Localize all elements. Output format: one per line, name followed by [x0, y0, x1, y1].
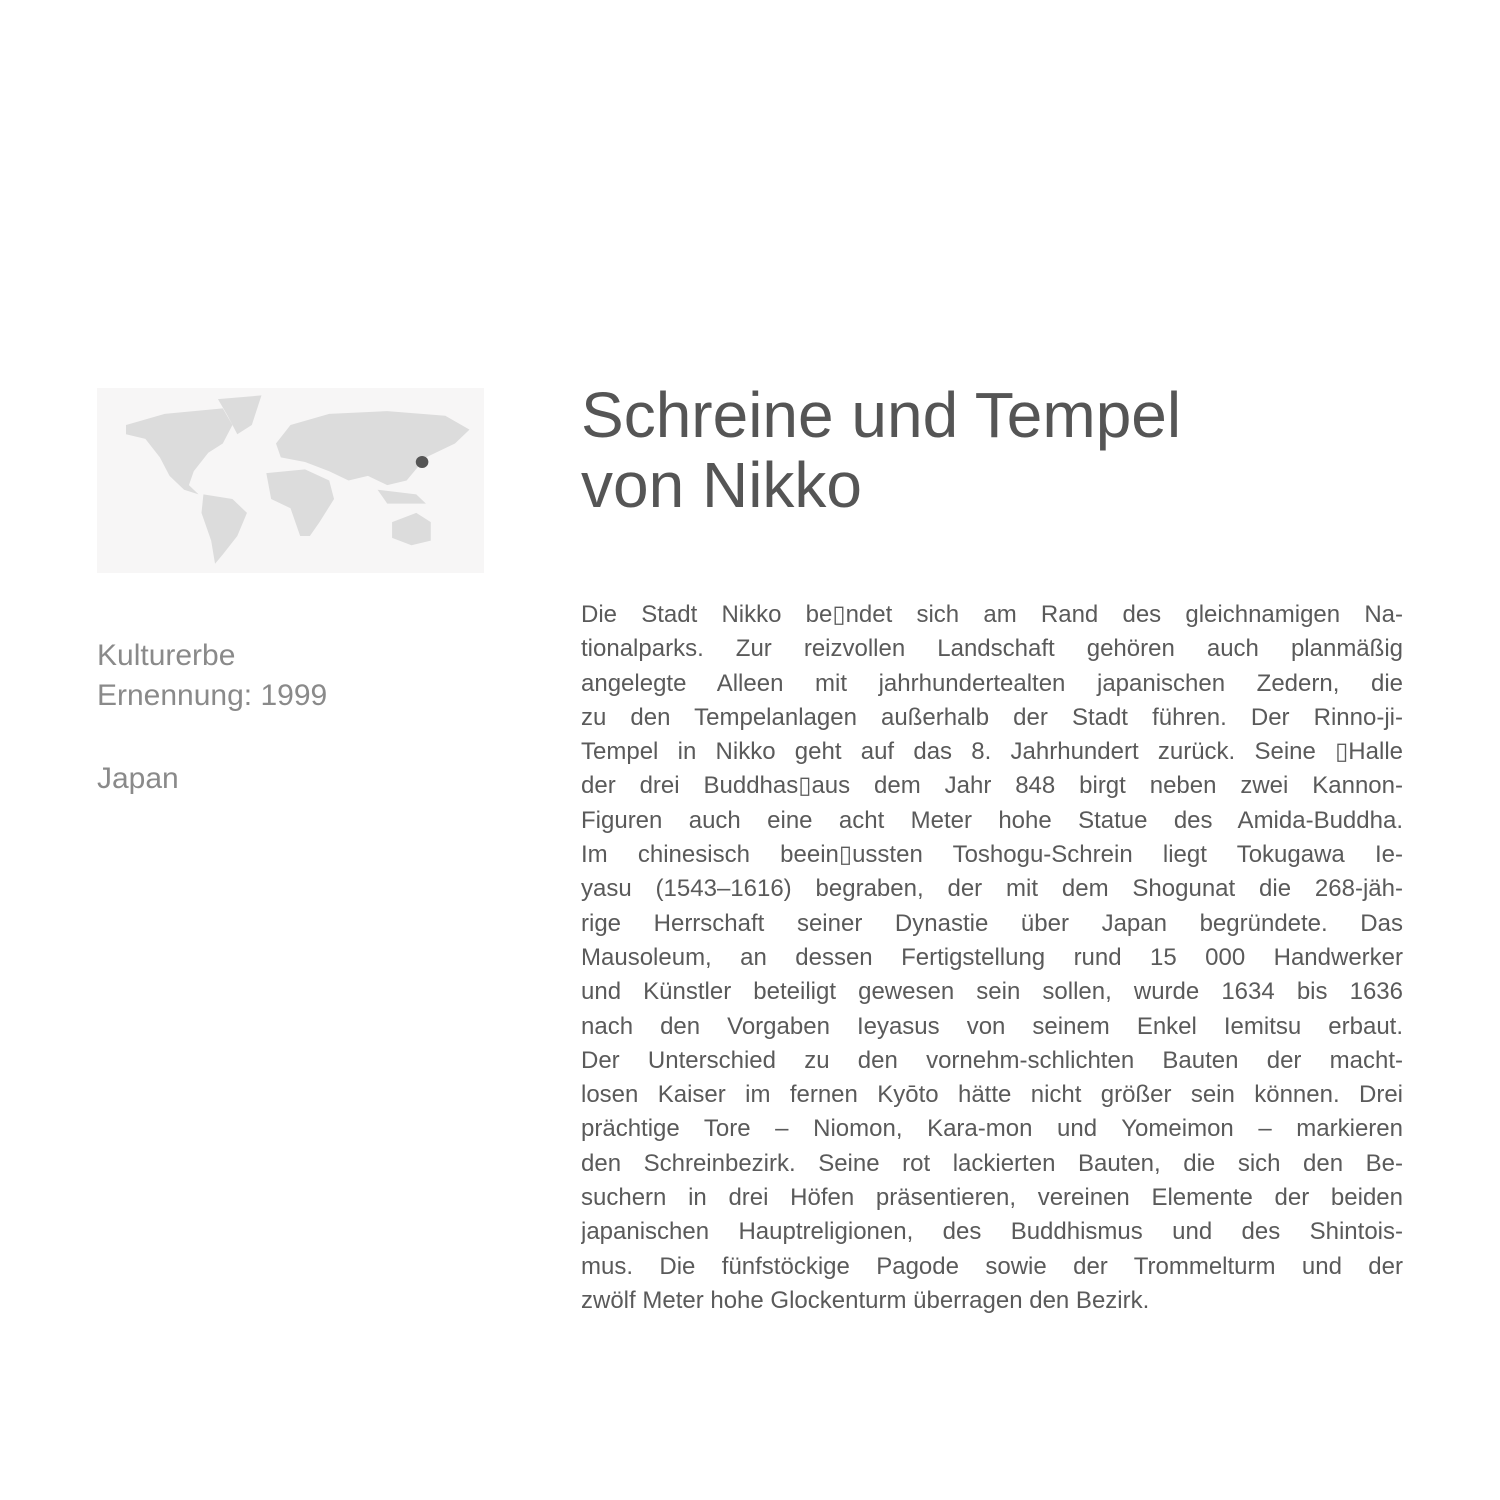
designation-year: Ernennung: 1999 — [97, 679, 328, 712]
body-line: prächtige Tore – Niomon, Kara-mon und Yomeimon – markieren — [581, 1115, 1403, 1143]
body-line: losen Kaiser im fernen Kyōto hätte nicht größer sein können. Drei — [581, 1081, 1403, 1109]
country: Japan — [97, 762, 179, 795]
australia — [392, 513, 431, 545]
body-line: suchern in drei Höfen präsentieren, vereinen Elemente der beiden — [581, 1184, 1403, 1212]
body-line: japanischen Hauptreligionen, des Buddhismus und des Shintois- — [581, 1218, 1403, 1246]
se-asia — [378, 490, 426, 504]
body-line: rige Herrschaft seiner Dynastie über Japan begründete. Das — [581, 909, 1403, 937]
body-line: Mausoleum, an dessen Fertigstellung rund 15 000 Handwerker — [581, 943, 1403, 971]
body-line: Im chinesisch beein▯ussten Toshogu-Schrein liegt Tokugawa Ie- — [581, 841, 1403, 869]
body-line: zwölf Meter hohe Glockenturm überragen den Bezirk. — [581, 1286, 1150, 1314]
north-america — [126, 408, 232, 494]
body-line: tionalparks. Zur reizvollen Landschaft gehören auch planmäßig — [581, 635, 1403, 663]
body-line: Figuren auch eine acht Meter hohe Statue des Amida-Buddha. — [581, 806, 1403, 834]
body-line: yasu (1543–1616) begraben, der mit dem Shogunat die 268-jäh- — [581, 875, 1403, 903]
south-america — [201, 494, 246, 563]
japan-marker-icon — [416, 456, 429, 468]
body-line: Tempel in Nikko geht auf das 8. Jahrhundert zurück. Seine ▯Halle — [581, 738, 1403, 766]
body-line: nach den Vorgaben Ieyasus von seinem Enkel Iemitsu erbaut. — [581, 1012, 1403, 1040]
page-title — [581, 380, 1181, 520]
body-line: und Künstler beteiligt gewesen sein sollen, wurde 1634 bis 1636 — [581, 978, 1403, 1006]
body-line: mus. Die fünfstöckige Pagode sowie der Trommelturm und der — [581, 1252, 1403, 1280]
body-line: angelegte Alleen mit jahrhundertealten japanischen Zedern, die — [581, 669, 1403, 697]
heritage-category: Kulturerbe — [97, 639, 236, 672]
body-line: Die Stadt Nikko be▯ndet sich am Rand des gleichnamigen Na- — [581, 601, 1403, 628]
body-line: zu den Tempelanlagen außerhalb der Stadt führen. Der Rinno-ji- — [581, 703, 1403, 731]
title-line: Schreine und Tempel — [581, 379, 1182, 451]
africa — [266, 469, 334, 536]
world-map-graphic — [97, 388, 484, 573]
title-line: von Nikko — [581, 449, 862, 521]
body-line: Der Unterschied zu den vornehm-schlichten Bauten der macht- — [581, 1046, 1403, 1074]
world-map — [97, 388, 484, 573]
body-line: der drei Buddhas▯aus dem Jahr 848 birgt neben zwei Kannon- — [581, 772, 1403, 800]
body-line: den Schreinbezirk. Seine rot lackierten Bauten, die sich den Be- — [581, 1149, 1403, 1177]
body-text — [581, 598, 1403, 1318]
